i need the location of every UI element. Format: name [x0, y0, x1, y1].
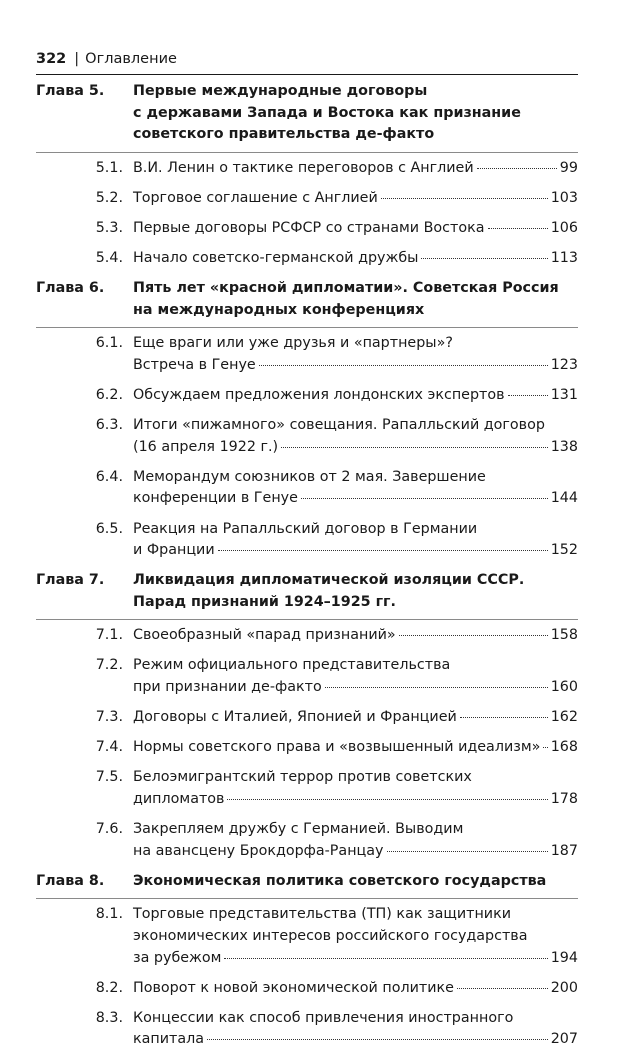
entry-title-line: дипломатов: [133, 790, 225, 807]
chapter-heading: [36, 278, 578, 321]
chapter-label: Глава 5.: [36, 83, 105, 99]
entry-number: 7.5.: [95, 769, 123, 786]
entry-last-line: [133, 789, 578, 811]
dot-leader: [281, 447, 548, 448]
entry-page-number: 207: [550, 1031, 578, 1048]
entry-last-line: [133, 707, 578, 729]
entry-page-number: 138: [550, 438, 578, 455]
entry-title-line: конференции в Генуе: [133, 490, 298, 507]
entry-title-line: Своеобразный «парад признаний»: [133, 627, 396, 644]
entry-body: [133, 519, 578, 562]
dot-leader: [421, 258, 547, 259]
entry-page-number: 144: [550, 490, 578, 507]
entry-page-number: 160: [550, 679, 578, 696]
entry-title-line: Первые договоры РСФСР со странами Востока: [133, 219, 485, 236]
entry-last-line: [133, 248, 578, 270]
toc-entry: [36, 519, 578, 562]
chapter-title-line: с державами Запада и Востока как признание: [133, 104, 521, 121]
entry-last-line: [133, 625, 578, 647]
chapter-divider: [36, 152, 578, 153]
toc-entry: [36, 819, 578, 862]
entry-title-line: Еще враги или уже друзья и «партнеры»?: [133, 335, 453, 352]
entry-last-line: [133, 355, 578, 377]
chapter-label: Глава 7.: [36, 572, 105, 589]
entry-body: [133, 333, 578, 376]
chapter-section: [36, 81, 578, 270]
entry-title-line: и Франции: [133, 542, 215, 559]
toc-entry: [36, 655, 578, 698]
chapter-title: [133, 278, 578, 321]
entry-title-line: Реакция на Рапалльский договор в Германии: [133, 520, 478, 537]
entry-last-line: [133, 978, 578, 1000]
entry-title-line: Итоги «пижамного» совещания. Рапалльский договор: [133, 417, 545, 434]
toc-entry: [36, 467, 578, 510]
toc-entry: [36, 158, 578, 180]
dot-leader: [508, 395, 548, 396]
dot-leader: [381, 198, 548, 199]
entry-body: [133, 737, 578, 759]
dot-leader: [259, 365, 548, 366]
chapter-divider: [36, 898, 578, 899]
entry-number: 7.3.: [95, 709, 123, 726]
chapter-title: [133, 570, 578, 613]
chapter-divider: [36, 327, 578, 328]
entry-number: 6.4.: [95, 468, 123, 485]
toc-entry: [36, 218, 578, 240]
entry-title-line: Нормы советского права и «возвышенный идеализм»: [133, 739, 541, 756]
entry-body: [133, 767, 578, 810]
entry-title-line: Белоэмигрантский террор против советских: [133, 769, 472, 786]
entry-title-line: Меморандум союзников от 2 мая. Завершение: [133, 468, 486, 485]
entry-body: [133, 188, 578, 210]
chapter-title-line: советского правительства де-факто: [133, 126, 435, 143]
entry-last-line: [133, 677, 578, 699]
entry-page-number: 131: [550, 387, 578, 404]
entry-body: [133, 385, 578, 407]
entry-page-number: 168: [550, 739, 578, 756]
dot-leader: [227, 799, 547, 800]
entry-last-line: [133, 437, 578, 459]
entry-page-number: 200: [550, 979, 578, 996]
header-separator: |: [74, 51, 80, 67]
entry-body: [133, 904, 578, 969]
entry-title-line: Начало советско-германской дружбы: [133, 250, 419, 267]
entry-number: 5.1.: [95, 159, 123, 176]
entry-page-number: 99: [559, 159, 578, 176]
toc-entry: [36, 415, 578, 458]
entry-last-line: [133, 158, 578, 180]
entry-title-line: на авансцену Брокдорфа-Ранцау: [133, 842, 384, 859]
entry-number: 5.3.: [95, 219, 123, 236]
dot-leader: [207, 1039, 548, 1040]
chapter-section: [36, 570, 578, 862]
entry-body: [133, 819, 578, 862]
entry-last-line: [133, 218, 578, 240]
table-of-contents: [36, 81, 578, 1059]
chapter-title-line: на международных конференциях: [133, 301, 425, 318]
chapter-label: Глава 8.: [36, 872, 105, 889]
page-header: [36, 49, 578, 69]
toc-entry: [36, 737, 578, 759]
entry-number: 8.2.: [95, 979, 123, 996]
entry-title-line: Поворот к новой экономической политике: [133, 979, 454, 996]
toc-entry: [36, 625, 578, 647]
page-number: 322: [36, 51, 67, 67]
entry-number: 8.1.: [95, 906, 123, 923]
entry-number: 8.3.: [95, 1009, 123, 1026]
entry-last-line: [133, 188, 578, 210]
chapter-heading: [36, 871, 578, 893]
entry-page-number: 103: [550, 189, 578, 206]
entry-title-line: Торговое соглашение с Англией: [133, 189, 378, 206]
entry-last-line: [133, 540, 578, 562]
entry-last-line: [133, 737, 578, 759]
entry-body: [133, 978, 578, 1000]
running-title: Оглавление: [85, 51, 177, 67]
toc-entry: [36, 904, 578, 969]
entry-title-line: экономических интересов российского государства: [133, 927, 528, 944]
chapter-heading: [36, 81, 578, 146]
toc-entry: [36, 978, 578, 1000]
entry-page-number: 123: [550, 356, 578, 373]
entry-last-line: [133, 488, 578, 510]
entry-page-number: 158: [550, 627, 578, 644]
entry-last-line: [133, 385, 578, 407]
entry-body: [133, 625, 578, 647]
entry-number: 6.1.: [95, 335, 123, 352]
entry-page-number: 113: [550, 250, 578, 267]
entry-body: [133, 707, 578, 729]
chapter-title: [133, 871, 578, 893]
chapter-title-line: Ликвидация дипломатической изоляции СССР.: [133, 572, 525, 589]
dot-leader: [460, 717, 548, 718]
entry-body: [133, 248, 578, 270]
dot-leader: [387, 851, 548, 852]
chapter-label: Глава 6.: [36, 280, 105, 297]
entry-number: 5.4.: [95, 250, 123, 267]
entry-title-line: капитала: [133, 1031, 205, 1048]
chapter-title-line: Экономическая политика советского государства: [133, 872, 547, 889]
dot-leader: [488, 228, 548, 229]
entry-title-line: Закрепляем дружбу с Германией. Выводим: [133, 821, 464, 838]
entry-body: [133, 467, 578, 510]
entry-page-number: 162: [550, 709, 578, 726]
toc-entry: [36, 1008, 578, 1051]
entry-title-line: (16 апреля 1922 г.): [133, 438, 279, 455]
entry-title-line: Концессии как способ привлечения иностранного: [133, 1009, 514, 1026]
entry-last-line: [133, 948, 578, 970]
dot-leader: [477, 168, 557, 169]
chapter-section: [36, 278, 578, 562]
entry-number: 5.2.: [95, 189, 123, 206]
chapter-divider: [36, 619, 578, 620]
entry-body: [133, 655, 578, 698]
toc-entry: [36, 188, 578, 210]
entry-body: [133, 1008, 578, 1051]
entry-title-line: Режим официального представительства: [133, 657, 451, 674]
chapter-title-line: Парад признаний 1924–1925 гг.: [133, 593, 396, 610]
entry-number: 7.1.: [95, 627, 123, 644]
chapter-title-line: Пять лет «красной дипломатии». Советская Россия: [133, 280, 559, 297]
toc-entry: [36, 767, 578, 810]
toc-entry: [36, 248, 578, 270]
entry-title-line: В.И. Ленин о тактике переговоров с Англией: [133, 159, 474, 176]
entry-number: 7.6.: [95, 821, 123, 838]
entry-body: [133, 218, 578, 240]
dot-leader: [399, 635, 548, 636]
chapter-section: [36, 871, 578, 1051]
chapter-heading: [36, 570, 578, 613]
entry-title-line: за рубежом: [133, 949, 222, 966]
entry-last-line: [133, 841, 578, 863]
entry-page-number: 152: [550, 542, 578, 559]
entry-number: 7.2.: [95, 657, 123, 674]
dot-leader: [224, 958, 547, 959]
entry-title-line: при признании де-факто: [133, 679, 322, 696]
dot-leader: [218, 550, 548, 551]
entry-title-line: Договоры с Италией, Японией и Францией: [133, 709, 457, 726]
entry-number: 6.2.: [95, 387, 123, 404]
entry-page-number: 187: [550, 842, 578, 859]
dot-leader: [325, 687, 548, 688]
entry-title-line: Обсуждаем предложения лондонских экспертов: [133, 387, 505, 404]
toc-entry: [36, 385, 578, 407]
entry-title-line: Торговые представительства (ТП) как защитники: [133, 906, 512, 923]
entry-body: [133, 415, 578, 458]
entry-page-number: 106: [550, 219, 578, 236]
entry-title-line: Встреча в Генуе: [133, 356, 256, 373]
chapter-title: [133, 81, 578, 146]
entry-last-line: [133, 1029, 578, 1051]
chapter-title-line: Первые международные договоры: [133, 83, 428, 99]
toc-entry: [36, 707, 578, 729]
dot-leader: [301, 498, 548, 499]
entry-body: [133, 158, 578, 180]
entry-page-number: 178: [550, 790, 578, 807]
entry-page-number: 194: [550, 949, 578, 966]
dot-leader: [457, 988, 548, 989]
dot-leader: [543, 747, 547, 748]
header-rule: [36, 74, 578, 75]
entry-number: 7.4.: [95, 739, 123, 756]
toc-entry: [36, 333, 578, 376]
entry-number: 6.3.: [95, 417, 123, 434]
entry-number: 6.5.: [95, 520, 123, 537]
